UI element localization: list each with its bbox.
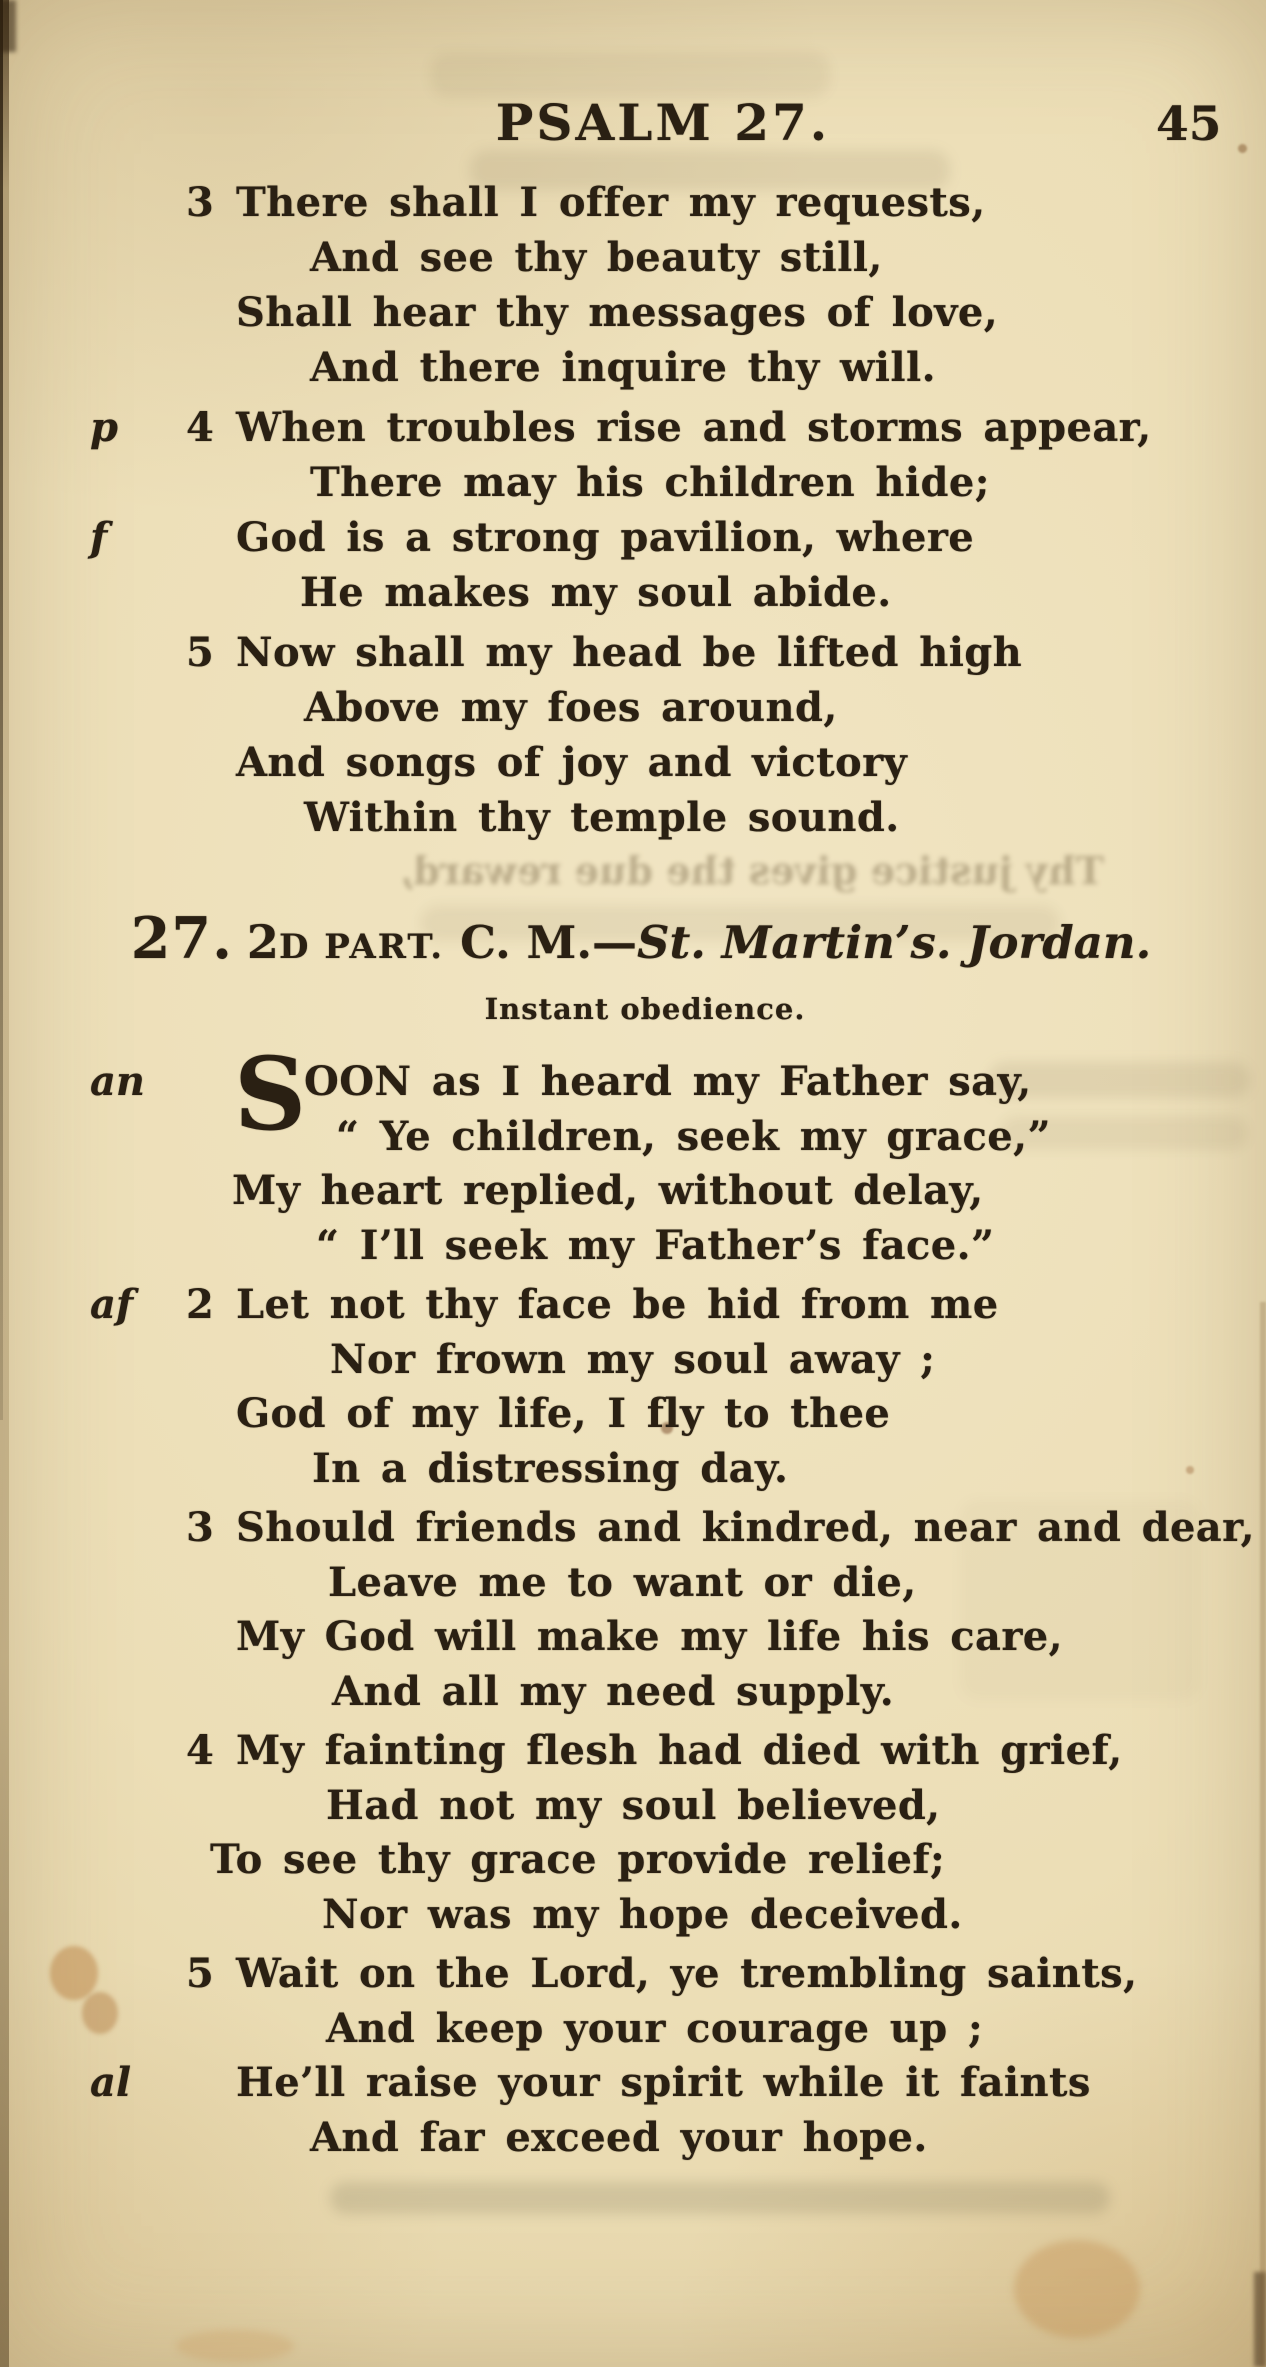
- verse-line: [88, 1219, 1248, 1274]
- verse-line: [84, 1442, 1248, 1497]
- line-text: And all my need supply.: [332, 1667, 895, 1715]
- stanza: [88, 1947, 1248, 2165]
- verse-line: [88, 285, 1248, 340]
- line-text: And there inquire thy will.: [310, 344, 936, 391]
- bleedthrough-smudge: [430, 52, 830, 98]
- stanza: [88, 625, 1248, 845]
- verse-number: 2: [186, 1281, 215, 1328]
- verse-line: [88, 1110, 1248, 1165]
- stanza: [88, 1035, 1248, 1273]
- verse-line: [82, 455, 1248, 510]
- line-text: In a distressing day.: [312, 1444, 789, 1492]
- line-text: Should friends and kindred, near and dear,: [236, 1504, 1256, 1551]
- line-text: Wait on the Lord, ye trembling saints,: [236, 1950, 1138, 1997]
- verse-line: [88, 400, 1248, 455]
- verse-line: [98, 1779, 1248, 1834]
- verse-line: [82, 2111, 1248, 2166]
- line-text: Within thy temple sound.: [304, 794, 900, 841]
- dynamics-marker: p: [90, 404, 118, 451]
- verse-line: [84, 1164, 1248, 1219]
- line-text: And keep your courage up ;: [326, 2004, 984, 2052]
- line-text: God of my life, I fly to thee: [236, 1390, 891, 1437]
- line-text: My fainting flesh had died with grief,: [236, 1727, 1123, 1774]
- verse-line: [88, 1947, 1248, 2002]
- stanza: [88, 1278, 1248, 1496]
- line-text: My heart replied, without delay,: [232, 1167, 984, 1214]
- line-text: Nor frown my soul away ;: [330, 1335, 936, 1383]
- line-text: “ Ye children, seek my grace,”: [336, 1112, 1051, 1160]
- verse-line: [88, 1278, 1248, 1333]
- line-text: Above my foes around,: [304, 684, 838, 731]
- line-text: There may his children hide;: [310, 459, 990, 506]
- line-text: Nor was my hope deceived.: [322, 1890, 963, 1938]
- line-text: And songs of joy and victory: [236, 739, 908, 786]
- hymn-heading: [8, 905, 1266, 982]
- hymn-subtitle: Instant obedience.: [484, 992, 806, 1026]
- running-title: PSALM 27.: [495, 93, 831, 152]
- line-text: He’ll raise your spirit while it faints: [236, 2059, 1091, 2106]
- verse-number: 4: [186, 1727, 215, 1774]
- verse-line: [76, 790, 1248, 845]
- foxing-stain: [1014, 2240, 1140, 2338]
- line-text: And far exceed your hope.: [310, 2113, 928, 2161]
- line-text: Let not thy face be hid from me: [236, 1281, 999, 1328]
- verse-line: [88, 735, 1248, 790]
- verse-line: [100, 1556, 1248, 1611]
- line-text: “ I’ll seek my Father’s face.”: [316, 1221, 995, 1269]
- stanza: [88, 1501, 1256, 1719]
- line-text: God is a strong pavilion, where: [236, 514, 975, 561]
- verse-line: [88, 510, 1248, 565]
- hymn-part-number: 2: [246, 915, 279, 969]
- dynamics-marker: af: [90, 1281, 134, 1328]
- line-text: OON as I heard my Father say,: [304, 1058, 1032, 1105]
- stanza: [88, 1724, 1248, 1942]
- verse-number: 4: [186, 404, 215, 451]
- verse-number: 5: [186, 1950, 215, 1997]
- foxing-stain: [176, 2330, 294, 2362]
- drop-cap: S: [234, 1035, 307, 1153]
- line-text: And see thy beauty still,: [310, 234, 883, 281]
- line-text: Leave me to want or die,: [328, 1558, 917, 1606]
- verse-line: [88, 1501, 1256, 1556]
- verse-line: [88, 175, 1248, 230]
- verse-number: 3: [186, 179, 215, 226]
- page-number: 45: [1156, 97, 1222, 152]
- bleedthrough-smudge: [330, 2182, 1110, 2214]
- line-text: My God will make my life his care,: [236, 1613, 1063, 1660]
- verse-line: [76, 680, 1248, 735]
- line-text: Now shall my head be lifted high: [236, 629, 1023, 676]
- scan-corner-top-left: [0, 0, 16, 52]
- line-text: Shall hear thy messages of love,: [236, 289, 999, 336]
- line-text: To see thy grace provide relief;: [210, 1836, 946, 1883]
- hymn-stanzas: [88, 1035, 1256, 2170]
- verse-line: [88, 1724, 1248, 1779]
- line-text: Had not my soul believed,: [326, 1781, 941, 1829]
- verse-line: [104, 1665, 1248, 1720]
- verse-line: [88, 1610, 1248, 1665]
- verse-line: [102, 1333, 1248, 1388]
- hymn-part-label: D PART.: [278, 927, 445, 967]
- verse-line: [94, 1888, 1248, 1943]
- stanza: [88, 175, 1248, 395]
- scan-edge-right: [1260, 1302, 1266, 2367]
- dynamics-marker: al: [90, 2059, 132, 2106]
- verse-line: [88, 2056, 1248, 2111]
- hymn-meter: C. M.—: [460, 916, 637, 969]
- hymn-number: 27.: [130, 905, 233, 972]
- verse-number: 3: [186, 1504, 215, 1551]
- dynamics-marker: f: [90, 514, 108, 561]
- verse-line: [82, 230, 1248, 285]
- bleedthrough-ghost-text: Thy justice gives the due reward,: [400, 848, 1104, 893]
- line-text: He makes my soul abide.: [300, 569, 892, 616]
- hymn-tune-names: St. Martin’s. Jordan.: [637, 916, 1152, 969]
- stanza: [88, 400, 1248, 620]
- verse-line: [88, 625, 1248, 680]
- line-text: There shall I offer my requests,: [236, 179, 986, 226]
- verse-number: 5: [186, 629, 215, 676]
- line-text: When troubles rise and storms appear,: [236, 404, 1152, 451]
- verse-line: [98, 2002, 1248, 2057]
- dynamics-marker: an: [90, 1058, 145, 1105]
- verse-line: [62, 1833, 1248, 1888]
- verse-line: [82, 340, 1248, 395]
- verse-line: [88, 1387, 1248, 1442]
- scan-edge-left-core: [0, 0, 3, 1420]
- psalm-verses: [88, 175, 1248, 850]
- verse-line: [72, 565, 1248, 620]
